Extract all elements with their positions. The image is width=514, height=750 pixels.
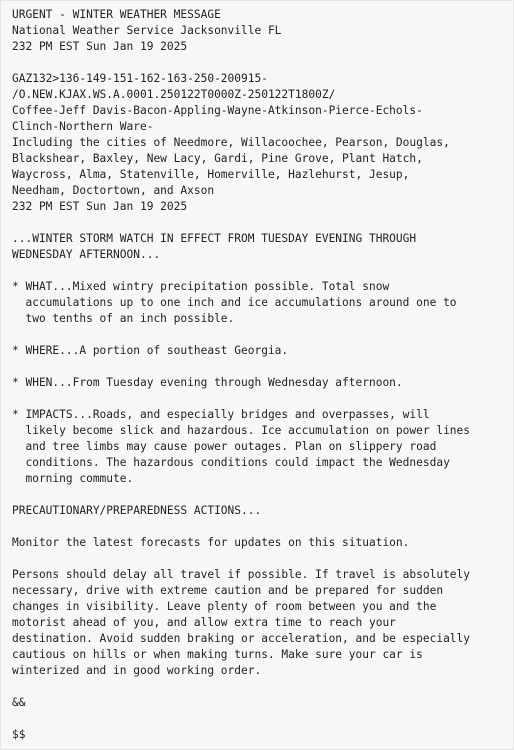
bulletin-line [12, 215, 507, 231]
bulletin-line [12, 679, 507, 695]
bulletin-line: && [12, 696, 26, 709]
bulletin-line: two tenths of an inch possible. [12, 312, 235, 325]
bulletin-line: * WHERE...A portion of southeast Georgia. [12, 344, 289, 357]
bulletin-line [12, 711, 507, 727]
bulletin-line: * WHAT...Mixed wintry precipitation possible. Total snow [12, 280, 390, 293]
bulletin-line: /O.NEW.KJAX.WS.A.0001.250122T0000Z-250122T1800Z/ [12, 88, 336, 101]
bulletin-line: conditions. The hazardous conditions could impact the Wednesday [12, 456, 450, 469]
bulletin-line: necessary, drive with extreme caution and be prepared for sudden [12, 584, 444, 597]
bulletin-line: Needham, Doctortown, and Axson [12, 184, 215, 197]
bulletin-line [12, 359, 507, 375]
bulletin-text [12, 7, 507, 743]
bulletin-line [12, 55, 507, 71]
bulletin-line: winterized and in good working order. [12, 664, 262, 677]
bulletin-line: changes in visibility. Leave plenty of room between you and the [12, 600, 437, 613]
bulletin-line: URGENT - WINTER WEATHER MESSAGE [12, 8, 221, 21]
bulletin-line [12, 263, 507, 279]
bulletin-line [12, 551, 507, 567]
bulletin-line: Coffee-Jeff Davis-Bacon-Appling-Wayne-Atkinson-Pierce-Echols- [12, 104, 423, 117]
bulletin-line: likely become slick and hazardous. Ice accumulation on power lines [12, 424, 471, 437]
bulletin-line: motorist ahead of you, and allow extra time to reach your [12, 616, 396, 629]
bulletin-line [12, 519, 507, 535]
bulletin-line: * IMPACTS...Roads, and especially bridges and overpasses, will [12, 408, 430, 421]
bulletin-line [12, 327, 507, 343]
bulletin-line: 232 PM EST Sun Jan 19 2025 [12, 200, 188, 213]
bulletin-line: Monitor the latest forecasts for updates on this situation. [12, 536, 410, 549]
bulletin-line: PRECAUTIONARY/PREPAREDNESS ACTIONS... [12, 504, 262, 517]
bulletin-line [12, 487, 507, 503]
bulletin-line: destination. Avoid sudden braking or acceleration, and be especially [12, 632, 471, 645]
bulletin-line: Clinch-Northern Ware- [12, 120, 154, 133]
bulletin-line: $$ [12, 728, 26, 741]
bulletin-line: WEDNESDAY AFTERNOON... [12, 248, 161, 261]
bulletin-line [12, 391, 507, 407]
bulletin-line: Persons should delay all travel if possible. If travel is absolutely [12, 568, 471, 581]
bulletin-line: accumulations up to one inch and ice accumulations around one to [12, 296, 457, 309]
bulletin-line: National Weather Service Jacksonville FL [12, 24, 282, 37]
bulletin-line: cautious on hills or when making turns. Make sure your car is [12, 648, 423, 661]
bulletin-line: and tree limbs may cause power outages. Plan on slippery road [12, 440, 437, 453]
bulletin-line: * WHEN...From Tuesday evening through Wednesday afternoon. [12, 376, 403, 389]
bulletin-line: Including the cities of Needmore, Willacoochee, Pearson, Douglas, [12, 136, 450, 149]
bulletin-line: ...WINTER STORM WATCH IN EFFECT FROM TUESDAY EVENING THROUGH [12, 232, 417, 245]
bulletin-line: GAZ132>136-149-151-162-163-250-200915- [12, 72, 268, 85]
bulletin-line: Blackshear, Baxley, New Lacy, Gardi, Pine Grove, Plant Hatch, [12, 152, 423, 165]
bulletin-line: morning commute. [12, 472, 134, 485]
bulletin-line: Waycross, Alma, Statenville, Homerville, Hazlehurst, Jesup, [12, 168, 410, 181]
bulletin-line: 232 PM EST Sun Jan 19 2025 [12, 40, 188, 53]
